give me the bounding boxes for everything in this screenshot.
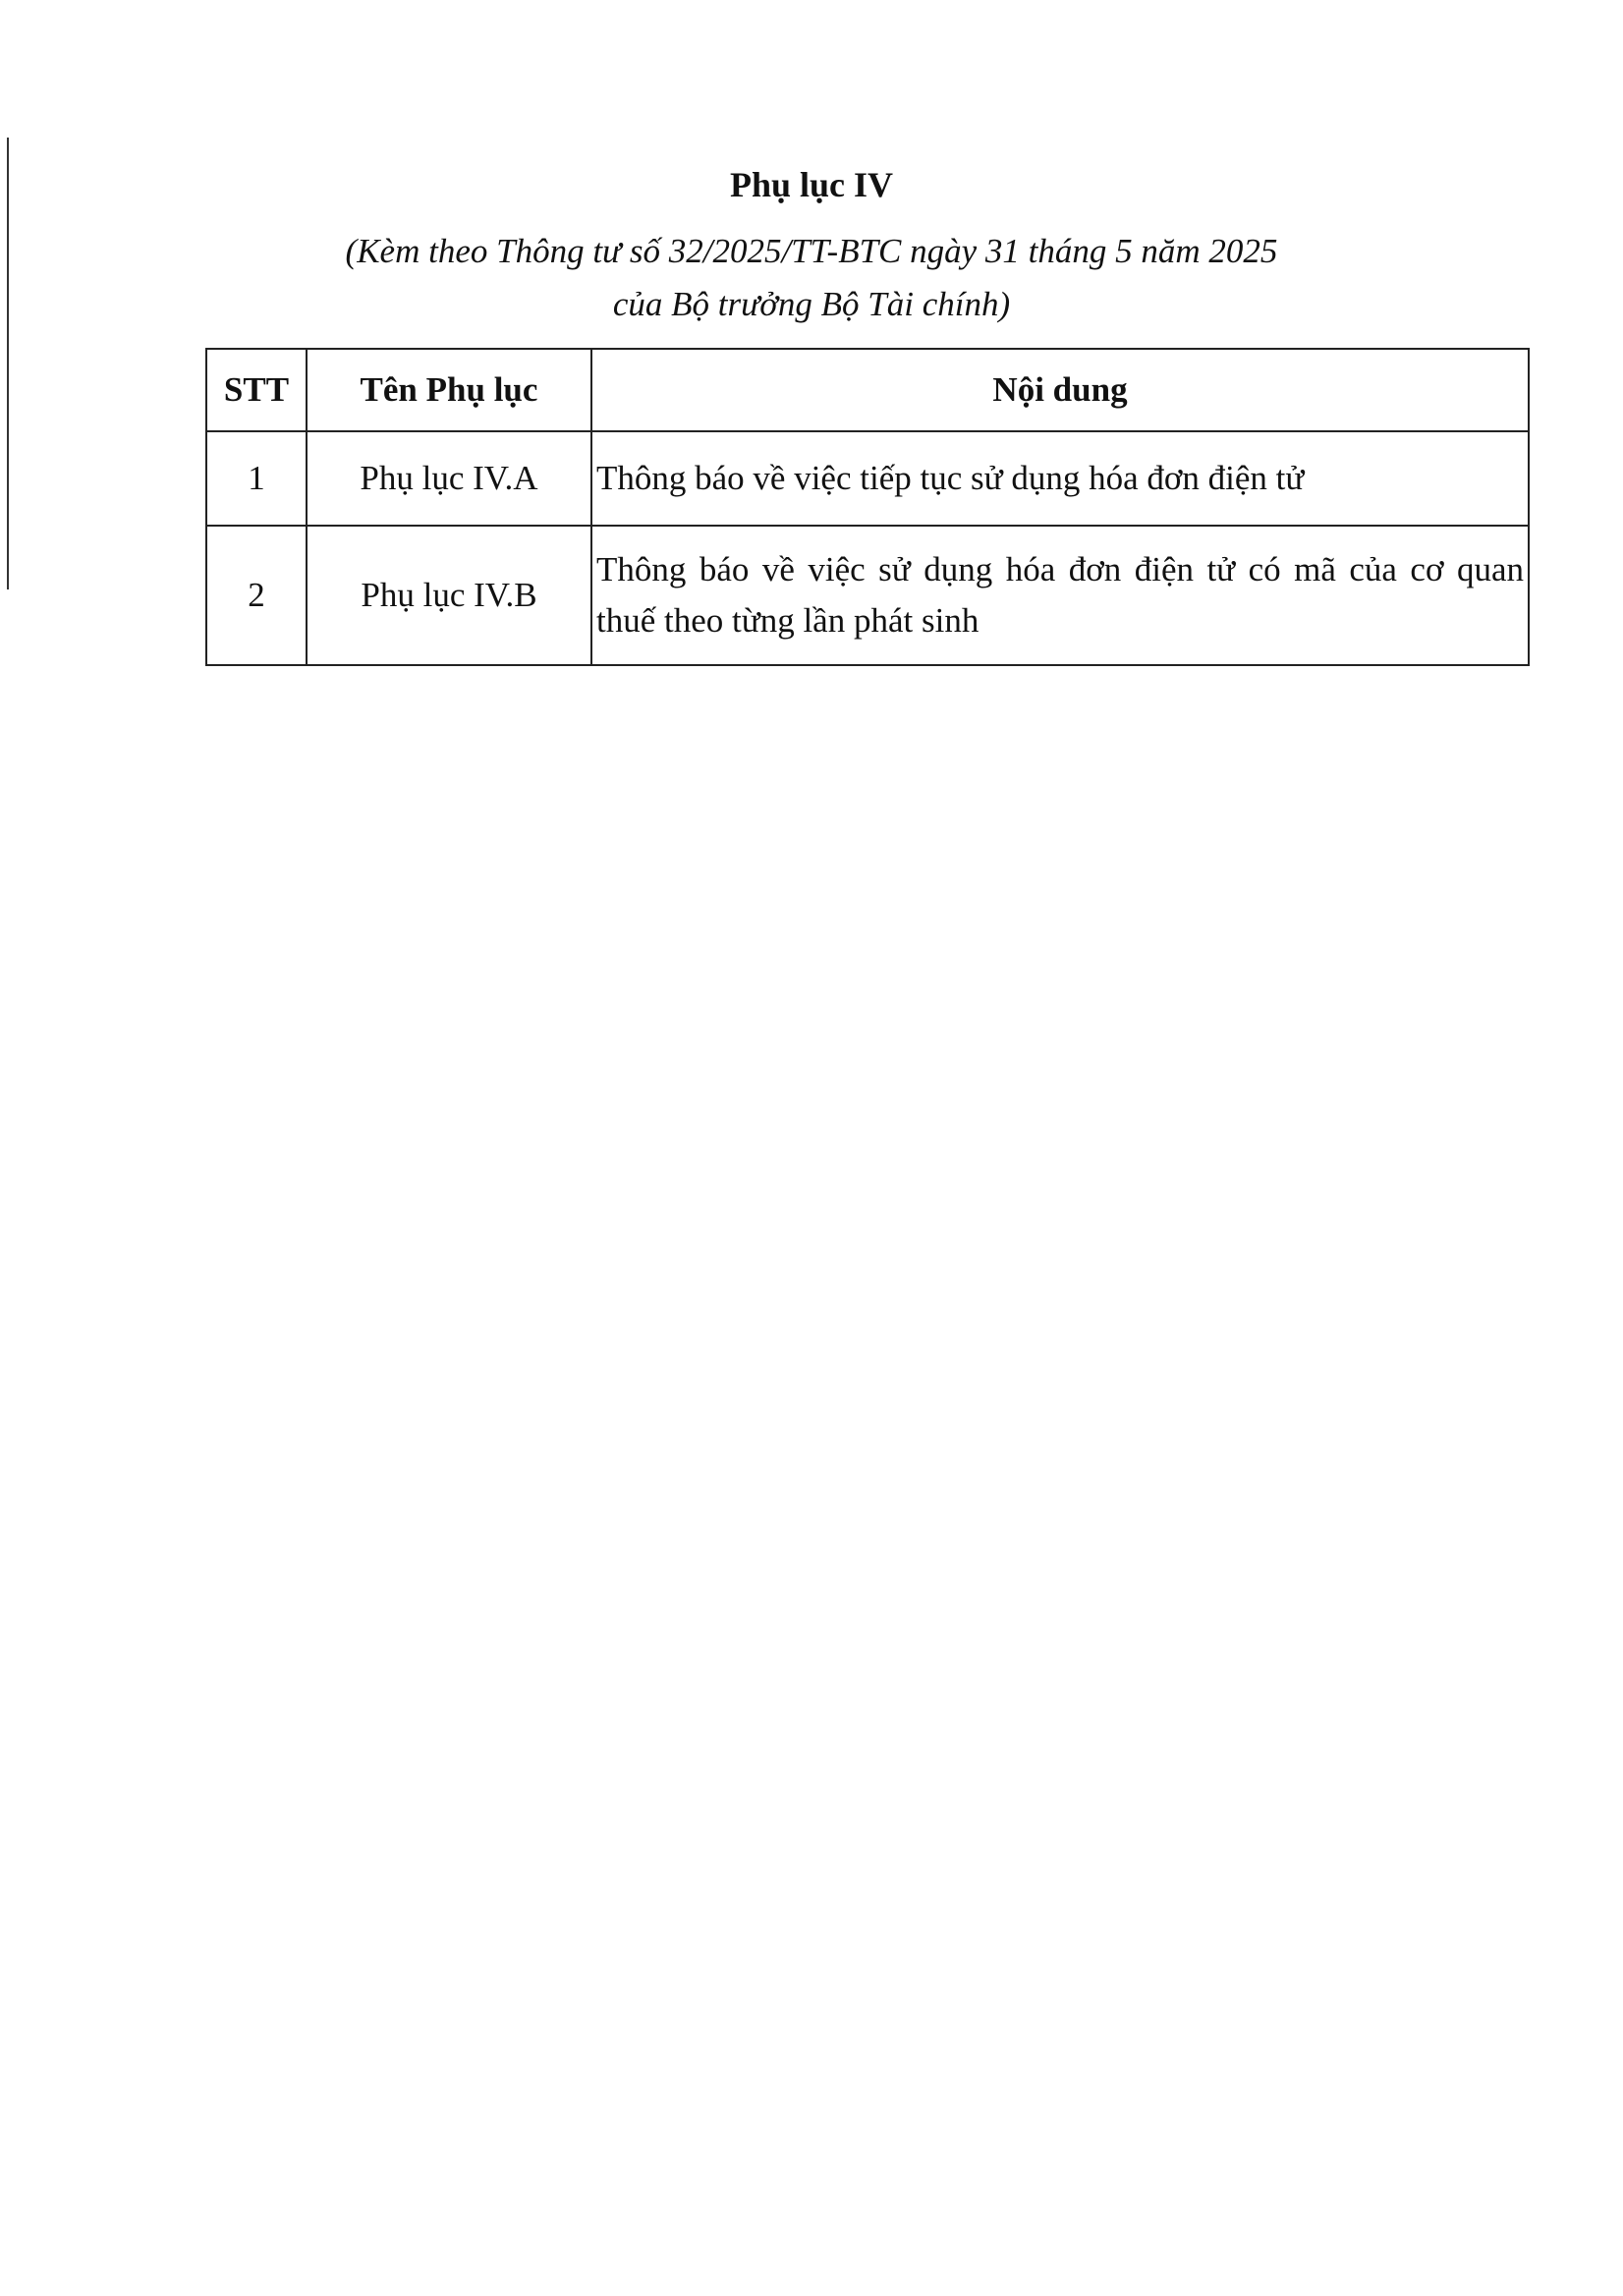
row-stt: 2 <box>206 526 307 665</box>
appendix-subtitle-line2: của Bộ trưởng Bộ Tài chính) <box>612 285 1011 323</box>
table-row <box>206 431 1529 526</box>
row-stt: 1 <box>206 431 307 526</box>
table-row <box>206 526 1529 665</box>
row-name: Phụ lục IV.B <box>307 526 591 665</box>
header-name: Tên Phụ lục <box>307 349 591 431</box>
row-content: Thông báo về việc tiếp tục sử dụng hóa đơn điện tử <box>591 431 1529 526</box>
appendix-table <box>205 348 1530 666</box>
appendix-title: Phụ lục IV <box>729 165 894 204</box>
header-stt: STT <box>206 349 307 431</box>
appendix-subtitle-line1: (Kèm theo Thông tư số 32/2025/TT-BTC ngày 31 tháng 5 năm 2025 <box>345 232 1278 270</box>
table-header-row <box>206 349 1529 431</box>
row-name: Phụ lục IV.A <box>307 431 591 526</box>
row-content: Thông báo về việc sử dụng hóa đơn điện tử có mã của cơ quan thuế theo từng lần phát sinh <box>591 526 1529 665</box>
header-content: Nội dung <box>591 349 1529 431</box>
